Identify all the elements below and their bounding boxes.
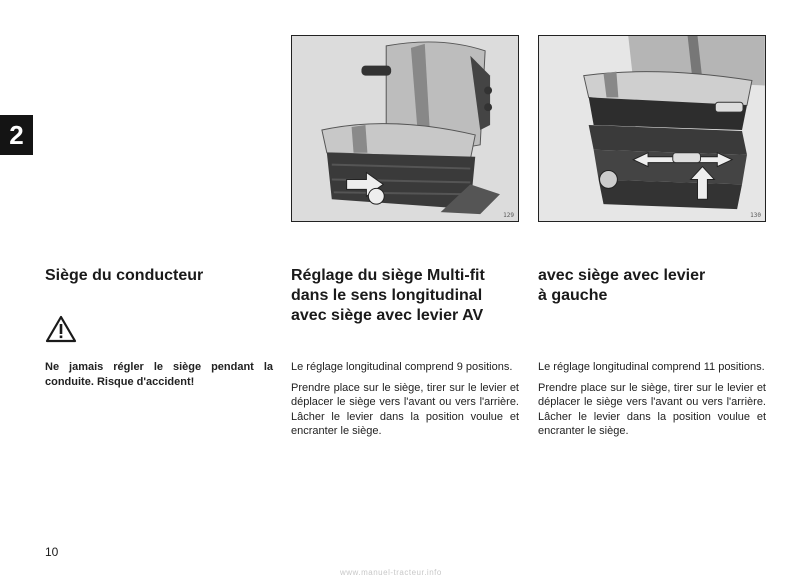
- heading-line: Réglage du siège Multi-fit: [291, 267, 485, 284]
- seat-left-lever-illustration: [539, 36, 765, 221]
- paragraph: Le réglage longitudinal comprend 11 positions.: [538, 361, 765, 373]
- watermark: www.manuel-tracteur.info: [340, 568, 442, 577]
- warning-paragraph: Ne jamais régler le siège pendant la conduite. Risque d'accident!: [45, 361, 273, 388]
- section-heading-left-lever: [538, 266, 768, 306]
- section-heading-driver-seat: Siège du conducteur: [45, 267, 204, 284]
- seat-front-lever-illustration: [292, 36, 518, 221]
- heading-line: à gauche: [538, 287, 608, 304]
- heading-line: avec siège avec levier AV: [291, 307, 484, 324]
- warning-text: [45, 360, 273, 395]
- heading-line: dans le sens longitudinal: [291, 287, 483, 304]
- section-heading-longitudinal-front-lever: [291, 266, 521, 326]
- warning-triangle-icon: [45, 315, 77, 343]
- figure-number: 129: [503, 212, 514, 219]
- chapter-number: 2: [9, 119, 24, 150]
- chapter-tab: [0, 115, 33, 155]
- instructions-left-lever: [538, 360, 766, 445]
- paragraph: Prendre place sur le siège, tirer sur le levier et déplacer le siège vers l'avant ou vers l'arrière. Lâcher le levier dans la position voulue et encranter le siège.: [291, 381, 519, 437]
- instructions-front-lever: [291, 360, 519, 445]
- seat-photo-left-lever: [538, 35, 766, 222]
- heading-line: avec siège avec levier: [538, 267, 706, 284]
- seat-photo-front-lever: [291, 35, 519, 222]
- page-number: 10: [45, 545, 59, 559]
- figure-number: 130: [750, 212, 761, 219]
- paragraph: Prendre place sur le siège, tirer sur le levier et déplacer le siège vers l'avant ou vers l'arrière. Lâcher le levier dans la position voulue et encranter le siège.: [538, 381, 766, 437]
- paragraph: Le réglage longitudinal comprend 9 positions.: [291, 361, 513, 373]
